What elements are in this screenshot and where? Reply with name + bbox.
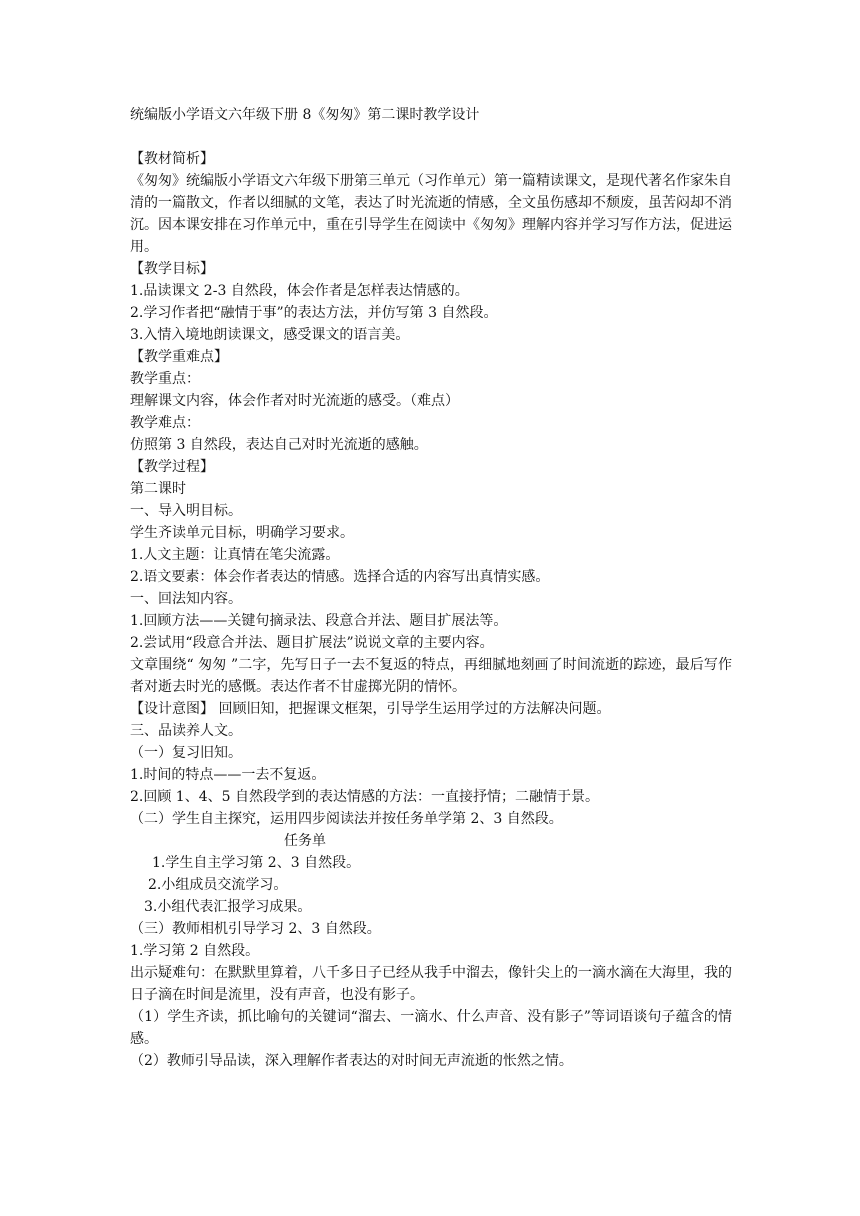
- blank-line: [130, 126, 732, 148]
- study-item: 1.学习第 2 自然段。: [130, 943, 260, 959]
- step-intro: 学生齐读单元目标，明确学习要求。: [130, 525, 354, 541]
- step-heading: 三、品读养人文。: [130, 723, 242, 739]
- goal-item: 1.品读课文 2-3 自然段，体会作者是怎样表达情感的。: [130, 283, 469, 299]
- keypoints-heading: 【教学重难点】: [130, 349, 228, 365]
- key-label: 教学重点：: [130, 371, 200, 387]
- step-heading: 一、回法知内容。: [130, 591, 242, 607]
- design-intent: 【设计意图】 回顾旧知，把握课文框架，引导学生运用学过的方法解决问题。: [130, 701, 611, 717]
- document-title: 统编版小学语文六年级下册 8《匆匆》第二课时教学设计: [130, 107, 480, 123]
- lesson-label: 第二课时: [130, 481, 186, 497]
- question-paragraph: 出示疑难句：在默默里算着，八千多日子已经从我手中溜去，像针尖上的一滴水滴在大海里，我的日子滴在时间是流里，没有声音，也没有影子。: [130, 965, 732, 1003]
- step-item: 2.回顾 1、4、5 自然段学到的表达情感的方法：一直接抒情；二融情于景。: [130, 789, 599, 805]
- note-item: （1）学生齐读，抓比喻句的关键词“溜去、一滴水、什么声音、没有影子”等词语谈句子蕴含的情感。: [130, 1009, 732, 1047]
- difficult-text: 仿照第 3 自然段，表达自己对时光流逝的感触。: [130, 437, 428, 453]
- task-item: 3.小组代表汇报学习成果。: [144, 899, 312, 915]
- key-text: 理解课文内容，体会作者对时光流逝的感受。（难点）: [130, 393, 459, 409]
- goal-item: 2.学习作者把“融情于事”的表达方法，并仿写第 3 自然段。: [130, 305, 498, 321]
- task-item: 2.小组成员交流学习。: [148, 877, 288, 893]
- step-item: 2.语文要素：体会作者表达的情感。选择合适的内容写出真情实感。: [130, 569, 550, 585]
- analysis-heading: 【教材简析】: [130, 151, 214, 167]
- difficult-label: 教学难点：: [130, 415, 200, 431]
- sub-heading: （二）学生自主探究，运用四步阅读法并按任务单学第 2、3 自然段。: [130, 811, 563, 827]
- goals-heading: 【教学目标】: [130, 261, 214, 277]
- process-heading: 【教学过程】: [130, 459, 214, 475]
- task-sheet-title: 任务单: [284, 833, 326, 849]
- step-item: 1.回顾方法——关键句摘录法、段意合并法、题目扩展法等。: [130, 613, 508, 629]
- sub-heading: （三）教师相机引导学习 2、3 自然段。: [130, 921, 381, 937]
- analysis-paragraph: 《匆匆》统编版小学语文六年级下册第三单元（习作单元）第一篇精读课文，是现代著名作家朱自清的一篇散文，作者以细腻的文笔，表达了时光流逝的情感，全文虽伤感却不颓废，虽苦闷却不消沉。因本课安排在习作单元中，重在引导学生在阅读中《匆匆》理解内容并学习写作方法，促进运用。: [130, 173, 732, 255]
- note-item: （2）教师引导品读，深入理解作者表达的对时间无声流逝的怅然之情。: [130, 1053, 573, 1069]
- step-item: 2.尝试用“段意合并法、题目扩展法”说说文章的主要内容。: [130, 635, 494, 651]
- step-heading: 一、导入明目标。: [130, 503, 242, 519]
- step-item: 1.人文主题：让真情在笔尖流露。: [130, 547, 340, 563]
- goal-item: 3.入情入境地朗读课文，感受课文的语言美。: [130, 327, 410, 343]
- step-item: 1.时间的特点——一去不复返。: [130, 767, 326, 783]
- summary-paragraph: 文章围绕“ 匆匆 ”二字，先写日子一去不复返的特点，再细腻地刻画了时间流逝的踪迹，最后写作者对逝去时光的感慨。表达作者不甘虚掷光阴的情怀。: [130, 657, 732, 695]
- sub-heading: （一）复习旧知。: [130, 745, 242, 761]
- task-item: 1.学生自主学习第 2、3 自然段。: [152, 855, 361, 871]
- document-body: [130, 104, 732, 1072]
